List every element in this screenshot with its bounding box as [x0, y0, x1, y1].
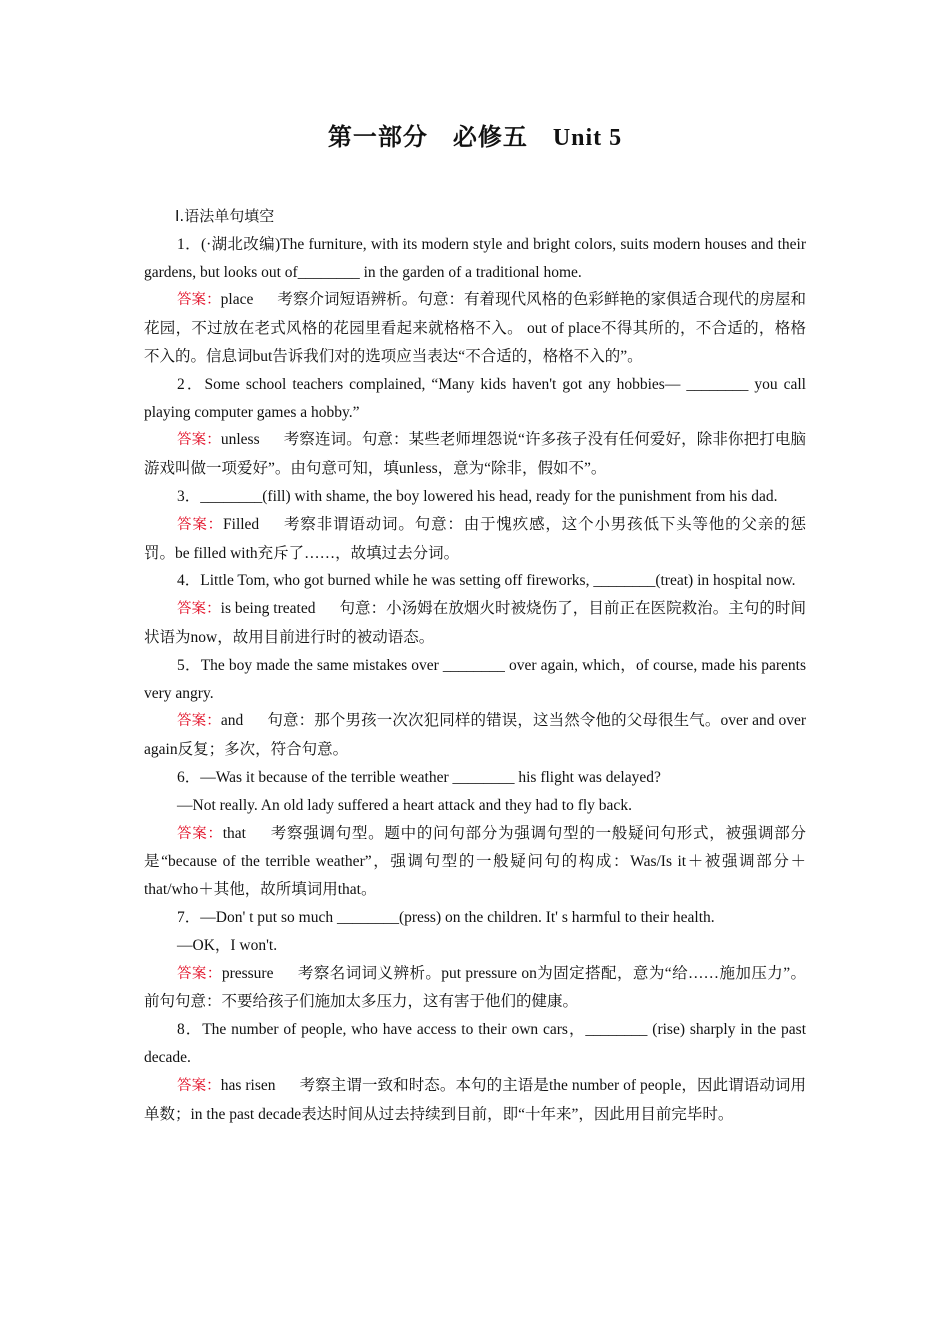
section-heading: Ⅰ.语法单句填空: [175, 207, 275, 225]
document-body: [144, 203, 806, 1128]
answer-value: pressure: [221, 964, 274, 982]
answer-label: 答案：: [177, 292, 221, 309]
answer-value: Filled: [223, 515, 260, 533]
answer-explanation: 考察强调句型。题中的问句部分为强调句型的一般疑问句形式，被强调部分是“because of the terrible weather”，强调句型的一般疑问句的构成：Was/Is it＋被强调部分＋that/who＋其他，故所填词用that。: [144, 824, 806, 899]
answer-label: 答案：: [177, 713, 221, 730]
answer-explanation: 考察非谓语动词。句意：由于愧疚感，这个小男孩低下头等他的父亲的惩罚。be filled with充斥了……，故填过去分词。: [144, 515, 806, 562]
answer-3: [144, 511, 806, 568]
answer-label: 答案：: [177, 516, 224, 533]
answer-4: [144, 595, 806, 652]
question-6-reply: —Not really. An old lady suffered a heart attack and they had to fly back.: [177, 796, 632, 814]
answer-5: [144, 707, 806, 764]
answer-explanation: 考察名词词义辨析。put pressure on为固定搭配，意为“给……施加压力”。前句句意：不要给孩子们施加太多压力，这有害于他们的健康。: [144, 964, 807, 1011]
answer-value: is being treated: [220, 600, 316, 618]
answer-6: [144, 820, 806, 904]
answer-2: [144, 426, 806, 483]
answer-value: and: [220, 712, 244, 730]
answer-1: [144, 286, 806, 370]
answer-label: 答案：: [177, 825, 223, 842]
answer-value: place: [220, 291, 254, 309]
page-title: 第一部分 必修五 Unit 5: [327, 125, 623, 151]
answer-label: 答案：: [177, 601, 221, 618]
answer-explanation: 考察主谓一致和时态。本句的主语是the number of people，因此谓语动词用单数；in the past decade表达时间从过去持续到目前，即“十年来”，因此用目前完毕时。: [144, 1076, 807, 1123]
answer-label: 答案：: [177, 965, 222, 982]
answer-explanation: 考察连词。句意：某些老师埋怨说“许多孩子没有任何爱好，除非你把打电脑游戏叫做一项爱好”。由句意可知，填unless，意为“除非，假如不”。: [144, 431, 806, 478]
answer-label: 答案：: [177, 1077, 221, 1094]
question-7: 7．—Don' t put so much ________(press) on the children. It' s harmful to their health.: [177, 908, 715, 926]
question-2: 2．Some school teachers complained, “Many kids haven't got any hobbies— ________ you call playing computer games a hobby.”: [144, 375, 806, 421]
question-3: 3．________(fill) with shame, the boy lowered his head, ready for the punishment from his dad.: [177, 487, 778, 505]
question-4: 4．Little Tom, who got burned while he was setting off fireworks, ________(treat) in hospital now.: [177, 572, 796, 590]
question-6: 6．—Was it because of the terrible weather ________ his flight was delayed?: [177, 768, 661, 786]
answer-explanation: 句意：小汤姆在放烟火时被烧伤了，目前正在医院救治。主句的时间状语为now，故用目前进行时的被动语态。: [144, 600, 806, 646]
answer-value: that: [222, 824, 246, 842]
question-8: 8．The number of people, who have access to their own cars，________ (rise) sharply in the past decade.: [144, 1021, 806, 1066]
question-7-reply: —OK，I won't.: [177, 936, 278, 954]
answer-explanation: 考察介词短语辨析。句意：有着现代风格的色彩鲜艳的家俱适合现代的房屋和花园，不过放在老式风格的花园里看起来就格格不入。 out of place不得其所的，不合适的，格格不入的。信息词but告诉我们对的选项应当表达“不合适的，格格不入的”。: [144, 291, 806, 365]
answer-8: [144, 1072, 806, 1129]
answer-label: 答案：: [177, 432, 221, 449]
answer-7: [144, 960, 806, 1017]
answer-value: unless: [220, 431, 260, 449]
question-1: 1．(·湖北改编)The furniture, with its modern style and bright colors, suits modern houses and their gardens, but looks out of________ in the garden of a traditional home.: [144, 235, 806, 281]
answer-explanation: 句意：那个男孩一次次犯同样的错误，这当然令他的父母很生气。over and over again反复；多次，符合句意。: [144, 712, 807, 759]
question-5: 5．The boy made the same mistakes over ________ over again, which，of course, made his parents very angry.: [144, 656, 806, 702]
answer-value: has risen: [220, 1076, 276, 1094]
